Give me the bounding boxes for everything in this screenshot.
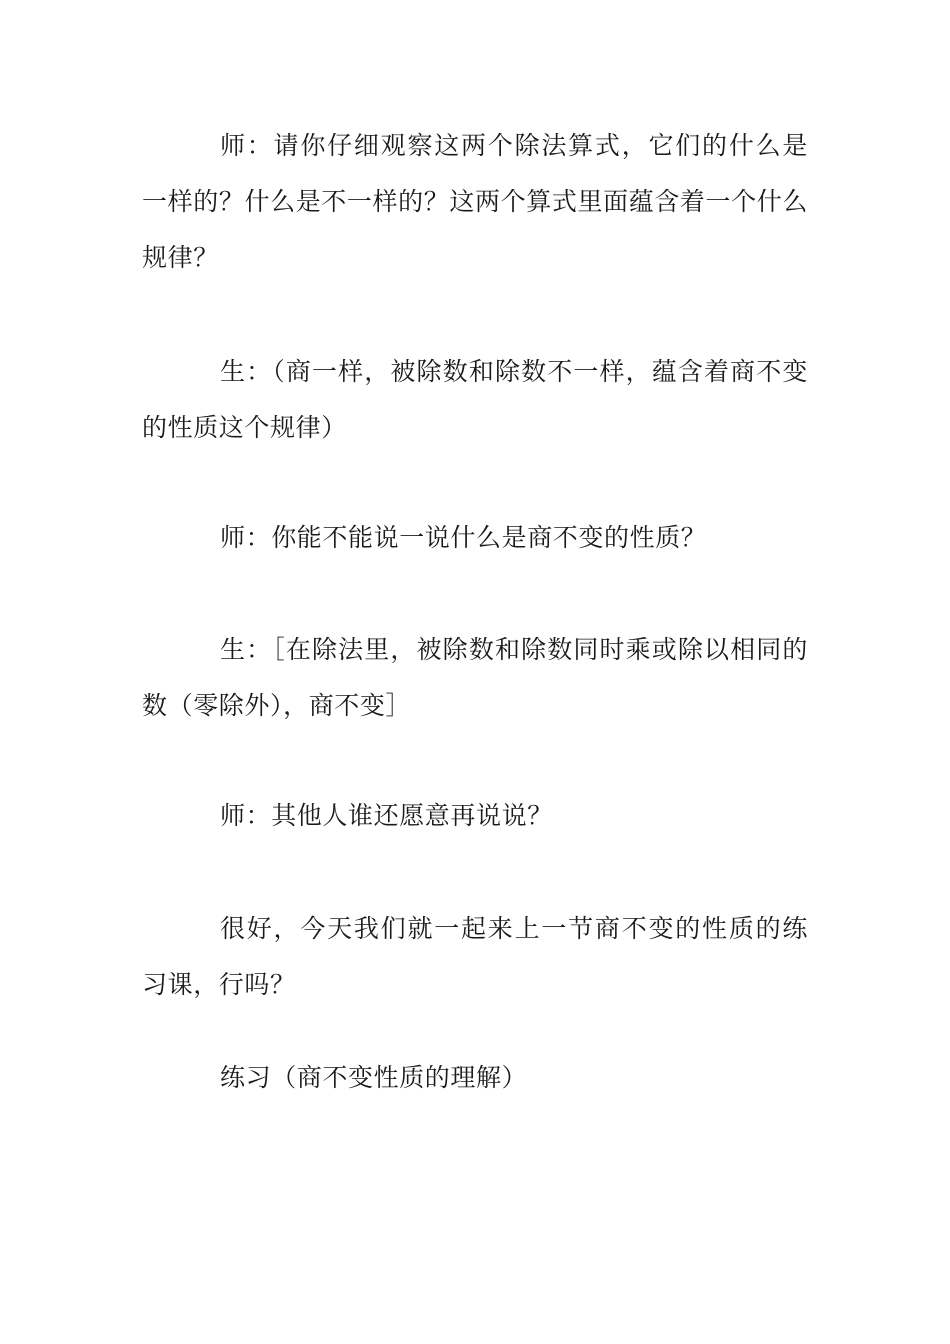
paragraph-teacher-question-2: 师：你能不能说一说什么是商不变的性质？ xyxy=(220,523,707,552)
paragraph-student-answer-1: 生：（商一样，被除数和除数不一样，蕴含着商不变的性质这个规律） xyxy=(142,357,808,442)
paragraph-student-answer-2: 生：［在除法里，被除数和除数同时乘或除以相同的数（零除外），商不变］ xyxy=(142,635,808,720)
paragraph-lesson-intro: 很好，今天我们就一起来上一节商不变的性质的练习课，行吗？ xyxy=(142,914,808,999)
paragraph-exercise-heading: 练习（商不变性质的理解） xyxy=(220,1063,528,1092)
paragraph-teacher-question-1: 师：请你仔细观察这两个除法算式，它们的什么是一样的？什么是不一样的？这两个算式里面蕴含着一个什么规律？ xyxy=(142,131,808,272)
paragraph-teacher-question-3: 师：其他人谁还愿意再说说？ xyxy=(220,801,553,830)
